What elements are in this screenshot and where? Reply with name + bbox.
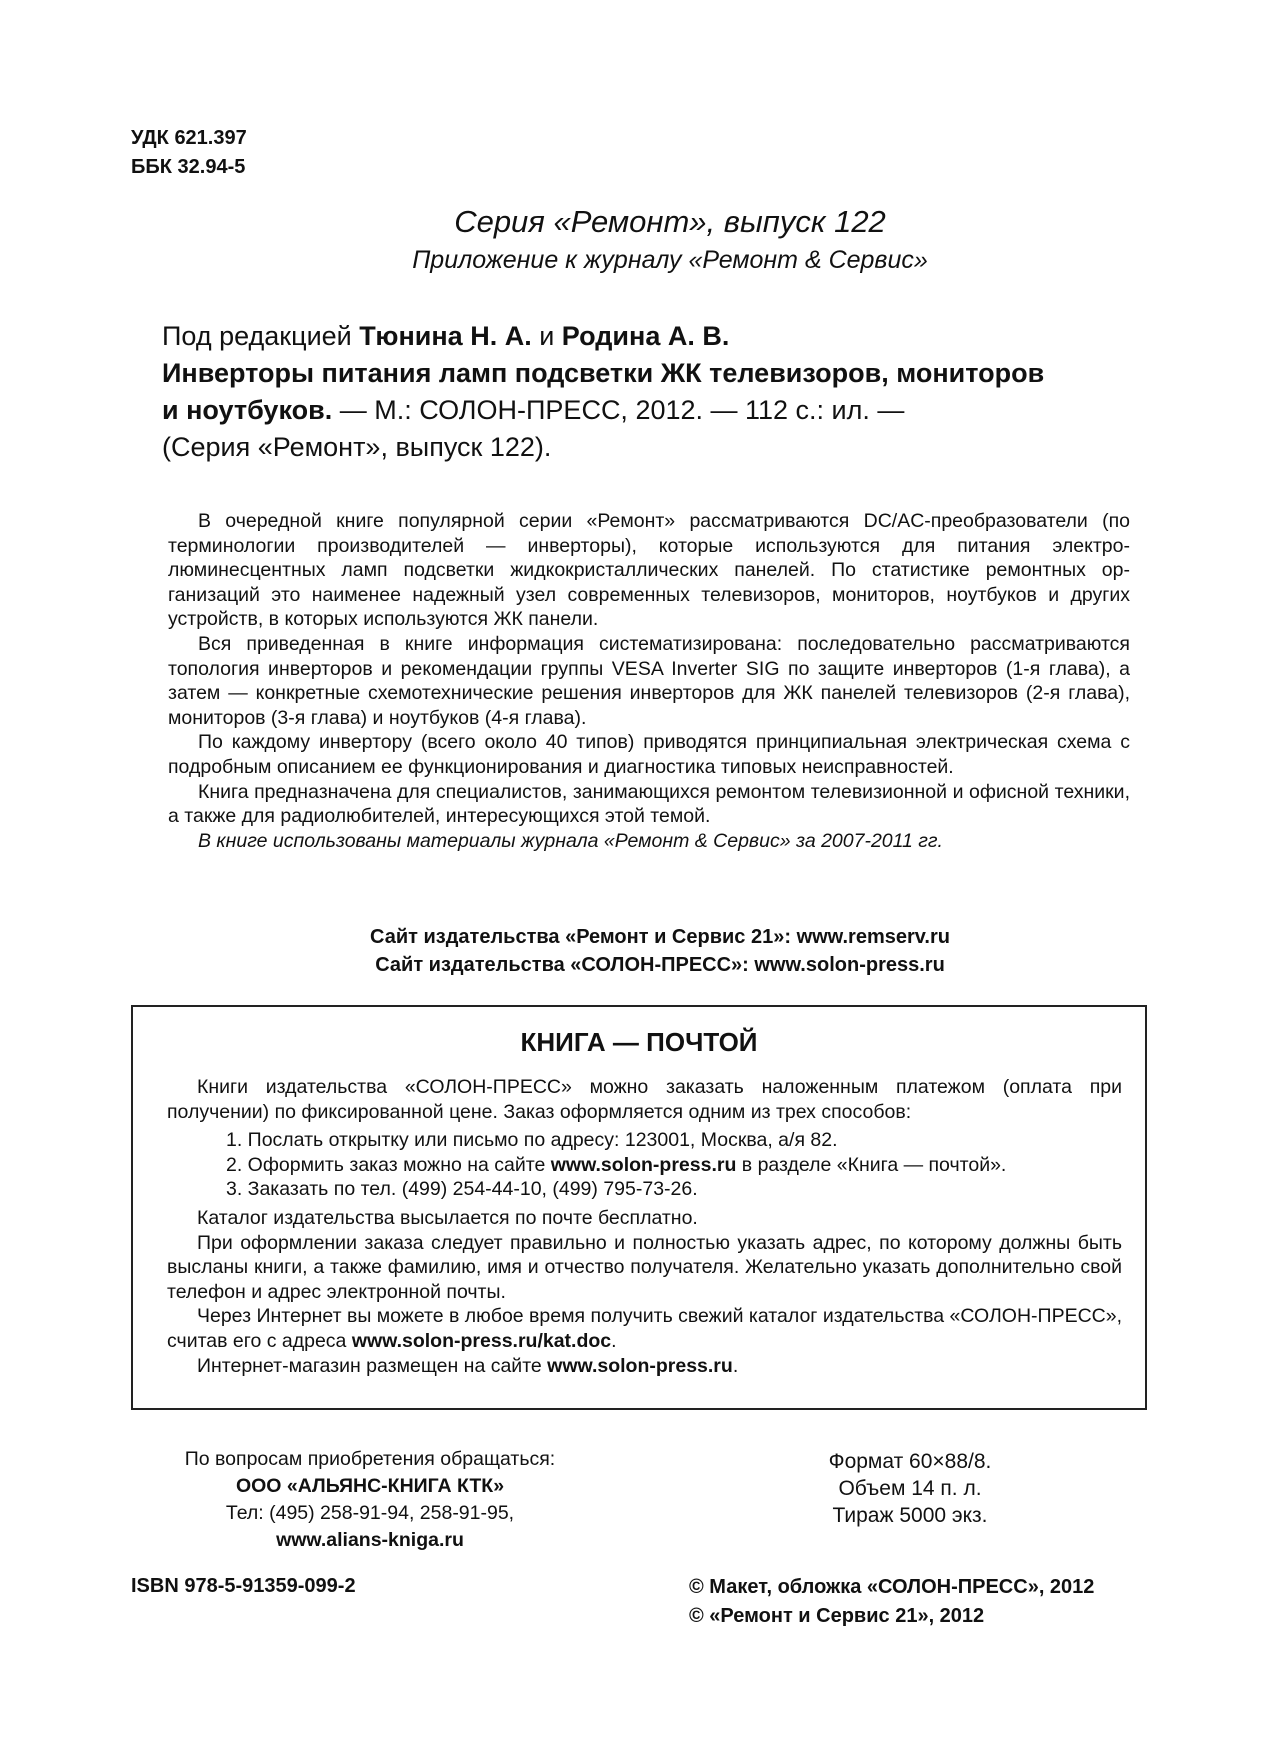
copyright-remserv: © «Ремонт и Сервис 21», 2012 [689, 1605, 985, 1627]
order-method-3: 3. Заказать по тел. (499) 254-44-10, (499) 795-73-26. [226, 1178, 698, 1201]
series-note: (Серия «Ремонт», выпуск 122). [162, 432, 552, 462]
annotation-paragraph: Книга предназначена для специалистов, занимающихся ремонтом телевизионной и офисной техники, а также для радиолюбителей, интересующихся этой темой. [168, 780, 1130, 828]
contact-phone: Тел: (495) 258-91-94, 258-91-95, [225, 1502, 515, 1524]
contact-intro: По вопросам приобретения обращаться: [184, 1448, 556, 1470]
book-title-line1: Инверторы питания ламп подсветки ЖК телевизоров, мониторов [162, 358, 1045, 388]
print-volume: Объем 14 п. л. [838, 1477, 982, 1500]
imprint: — М.: СОЛОН-ПРЕСС, 2012. — 112 с.: ил. — [332, 395, 905, 425]
editor-conj: и [531, 321, 562, 351]
annotation-source-note: В книге использованы материалы журнала «Ремонт & Сервис» за 2007-2011 гг. [198, 829, 943, 852]
bbk-code: ББК 32.94-5 [131, 156, 246, 178]
bibliographic-record [162, 318, 1162, 466]
isbn: ISBN 978-5-91359-099-2 [131, 1575, 356, 1597]
title-imprint-line [162, 392, 1162, 429]
udk-code: УДК 621.397 [131, 127, 247, 149]
print-format: Формат 60×88/8. [828, 1450, 992, 1473]
series-info [0, 203, 1270, 279]
annotation-paragraph: Вся приведенная в книге информация систематизирована: последовательно рассматриваются топология инверторов и рекомендации группы VESA Inverter SIG по защите инверторов (1-я глава), а затем — конкретные схемотехнические решения инверторов для ЖК панелей телевизоров (2-я глава), мониторов (3-я глава) и ноутбуков (4-я глава). [168, 632, 1130, 729]
order-method-2: 2. Оформить заказ можно на сайте www.solon-press.ru в разделе «Книга — почтой». [226, 1153, 1007, 1176]
site-remserv: Сайт издательства «Ремонт и Сервис 21»: www.remserv.ru [370, 926, 950, 948]
book-title-line2: и ноутбуков. [162, 395, 333, 425]
editor-prefix: Под редакцией [162, 321, 360, 351]
series-title: Серия «Ремонт», выпуск 122 [454, 204, 886, 239]
order-instructions: При оформлении заказа следует правильно и полностью указать адрес, по которому должны быть высланы книги, а также фамилию, имя и отчество получателя. Желательно указать дополнительно свой телефон и адрес электронной почты. [167, 1231, 1122, 1303]
mail-order-content [167, 1075, 1122, 1378]
contact-company: ООО «АЛЬЯНС-КНИГА КТК» [235, 1475, 505, 1497]
editor-1: Тюнина Н. А. [359, 321, 532, 351]
print-run: Тираж 5000 экз. [832, 1504, 988, 1527]
mail-order-heading: КНИГА — ПОЧТОЙ [520, 1027, 758, 1057]
editor-2: Родина А. В. [561, 321, 730, 351]
order-method-1: 1. Послать открытку или письмо по адресу: 123001, Москва, а/я 82. [226, 1129, 838, 1152]
mail-order-intro: Книги издательства «СОЛОН-ПРЕСС» можно заказать наложенным платежом (оплата при получении) по фиксированной цене. Заказ оформляется одним из трех способов: [167, 1076, 1122, 1123]
mail-order-box [131, 1005, 1147, 1410]
internet-shop-note: Интернет-магазин размещен на сайте www.solon-press.ru. [197, 1354, 739, 1377]
contact-site[interactable]: www.alians-kniga.ru [276, 1529, 464, 1551]
internet-catalog-note: Через Интернет вы можете в любое время получить свежий каталог издательства «СОЛОН-ПРЕСС», считав его с адреса www.solon-press.ru/kat.doc. [167, 1305, 1123, 1352]
purchase-contact [120, 1446, 620, 1554]
annotation [168, 509, 1130, 853]
series-subtitle: Приложение к журналу «Ремонт & Сервис» [412, 246, 928, 274]
classification-codes [131, 124, 247, 182]
annotation-paragraph: По каждому инвертору (всего около 40 типов) приводятся принципиальная электрическая схема с подробным описанием ее функционирования и диагностика типовых неисправностей. [168, 731, 1130, 778]
site-solon: Сайт издательства «СОЛОН-ПРЕСС»: www.solon-press.ru [375, 954, 945, 976]
catalog-link[interactable]: www.solon-press.ru/kat.doc [351, 1329, 612, 1352]
print-specs [780, 1448, 1040, 1529]
editors-line [162, 318, 1162, 355]
copyright-layout: © Макет, обложка «СОЛОН-ПРЕСС», 2012 [689, 1576, 1095, 1598]
shop-link[interactable]: www.solon-press.ru [547, 1354, 733, 1377]
copyright-block [689, 1573, 1094, 1631]
annotation-paragraph: В очередной книге популярной серии «Ремонт» рассматриваются DC/AC-преобразователи (по терминологии производителей — инверторы), которые используются для питания электролюминесцентных ламп подсветки жидкокристаллических панелей. По статистике ремонтных организаций это наименее надежный узел современных телевизоров, мониторов, ноутбуков и других устройств, в которых используются ЖК панели. [168, 510, 1130, 631]
solon-site-link[interactable]: www.solon-press.ru [550, 1153, 737, 1176]
catalog-note: Каталог издательства высылается по почте бесплатно. [197, 1206, 698, 1229]
publisher-sites [0, 923, 1270, 979]
